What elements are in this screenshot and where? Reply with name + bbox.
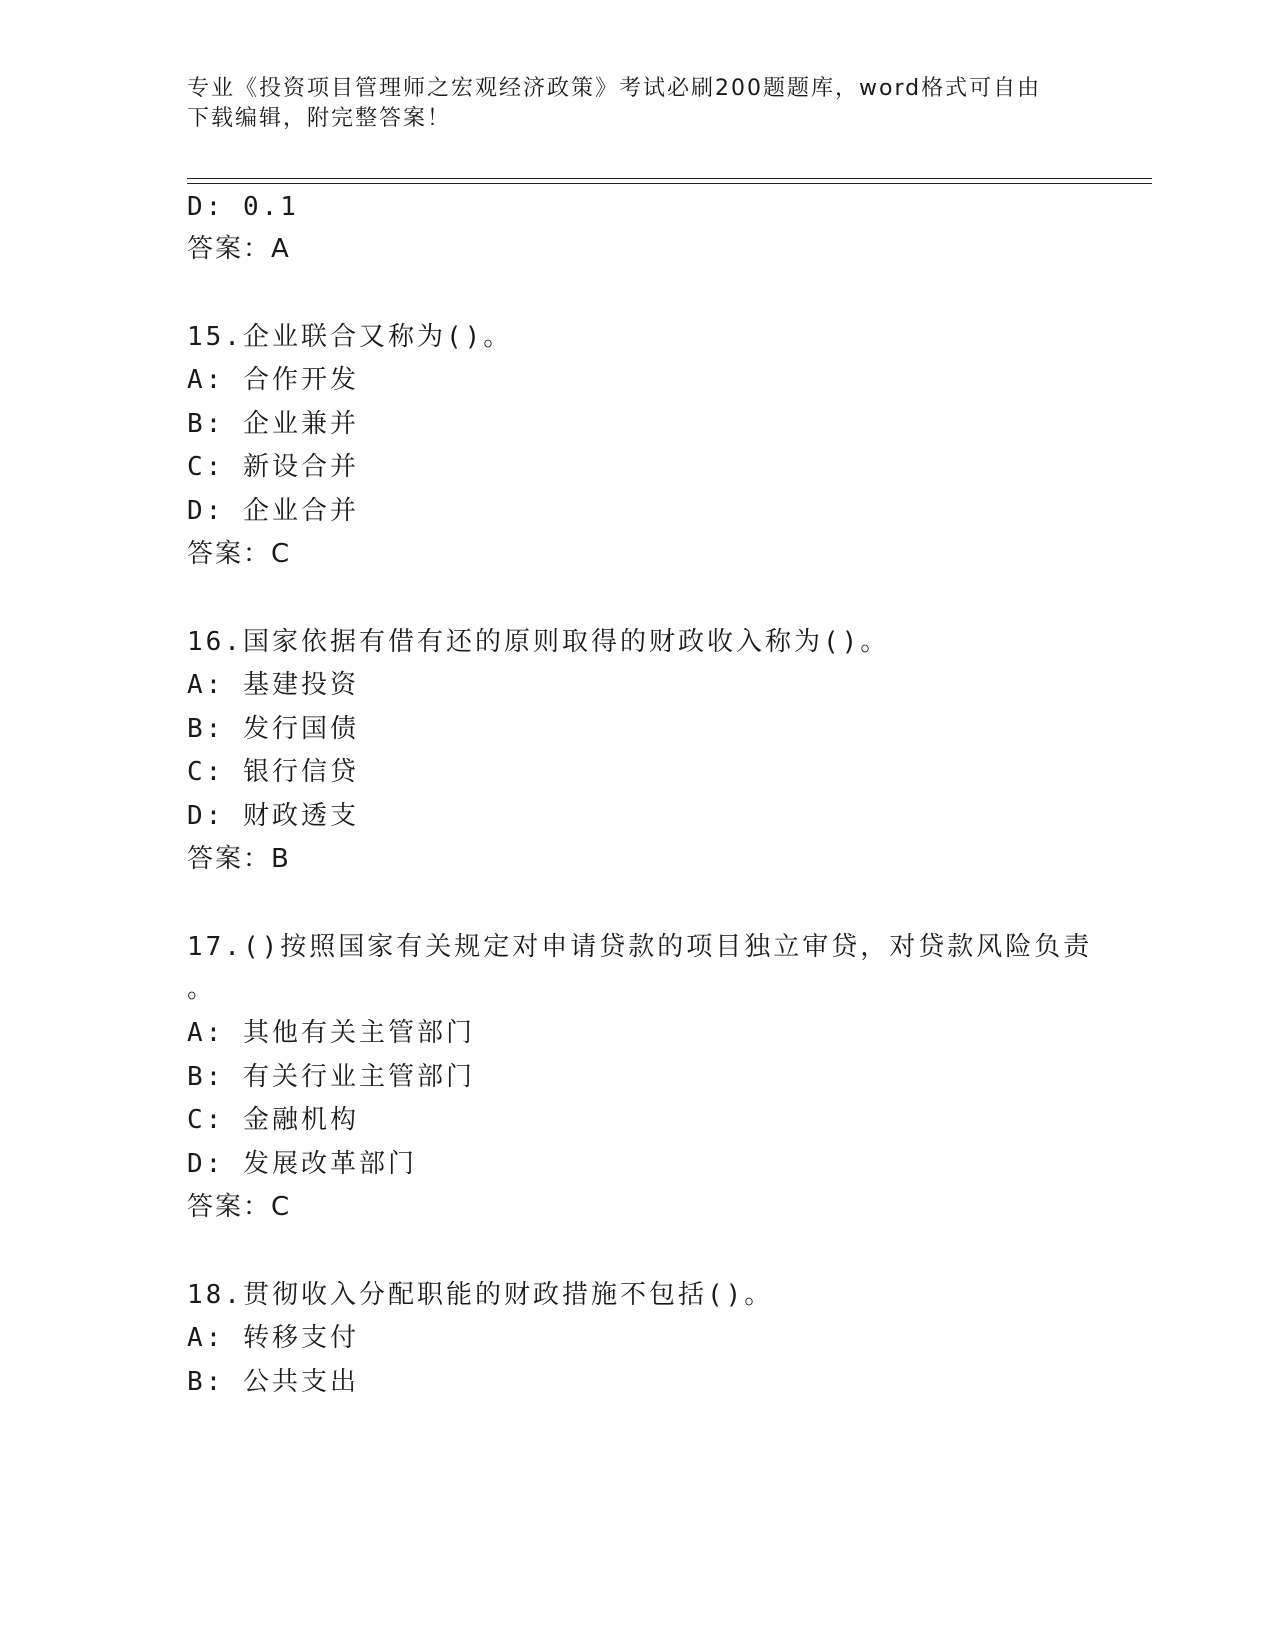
question-18: 18.贯彻收入分配职能的财政措施不包括()。 <box>187 1280 774 1310</box>
option-c: C: 金融机构 <box>187 1105 359 1135</box>
question-17-continuation: 。 <box>187 974 217 1004</box>
option-a: A: 转移支付 <box>187 1323 359 1353</box>
option-a: A: 合作开发 <box>187 365 359 395</box>
header-line-1: 专业《投资项目管理师之宏观经济政策》考试必刷200题题库，word格式可自由 <box>187 76 1042 101</box>
option-b: B: 公共支出 <box>187 1367 359 1397</box>
option-c: C: 新设合并 <box>187 452 359 482</box>
option-b: B: 企业兼并 <box>187 409 359 439</box>
header-divider-bottom <box>187 183 1152 184</box>
option-a: A: 其他有关主管部门 <box>187 1018 475 1048</box>
answer-line: 答案：B <box>187 844 291 874</box>
answer-line: 答案：A <box>187 234 291 264</box>
option-c: C: 银行信贷 <box>187 757 359 787</box>
answer-line: 答案：C <box>187 1192 292 1222</box>
option-d: D: 0.1 <box>187 192 299 222</box>
option-d: D: 财政透支 <box>187 801 359 831</box>
document-header <box>187 74 1067 134</box>
option-b: B: 有关行业主管部门 <box>187 1062 475 1092</box>
header-divider-top <box>187 178 1152 179</box>
question-17: 17.()按照国家有关规定对申请贷款的项目独立审贷，对贷款风险负责 <box>187 932 1093 962</box>
option-a: A: 基建投资 <box>187 670 359 700</box>
question-16: 16.国家依据有借有还的原则取得的财政收入称为()。 <box>187 627 890 657</box>
option-d: D: 企业合并 <box>187 496 359 526</box>
option-d: D: 发展改革部门 <box>187 1149 417 1179</box>
question-15: 15.企业联合又称为()。 <box>187 322 513 352</box>
answer-line: 答案：C <box>187 539 292 569</box>
option-b: B: 发行国债 <box>187 714 359 744</box>
header-line-2: 下载编辑，附完整答案！ <box>187 106 452 131</box>
